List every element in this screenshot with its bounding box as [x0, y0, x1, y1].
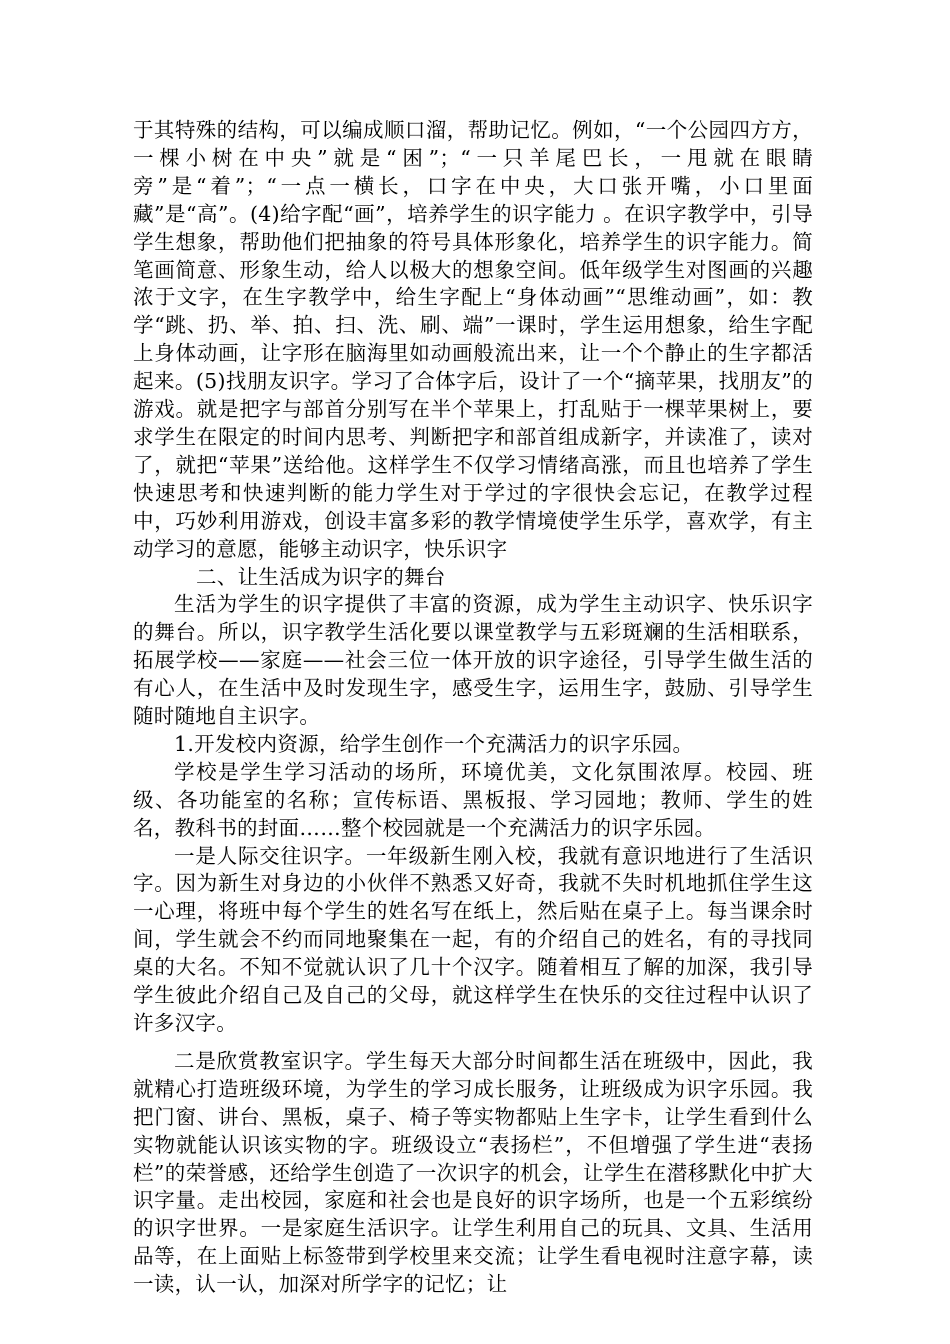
paragraph-interpersonal: 一是人际交往识字。一年级新生刚入校，我就有意识地进行了生活识字。因为新生对身边的小伙伴不熟悉又好奇，我就不失时机地抓住学生这一心理，将班中每个学生的姓名写在纸上，然后贴在桌子上。每当课余时间，学生就会不约而同地聚集在一起，有的介绍自己的姓名，有的寻找同桌的大名。不知不觉就认识了几十个汉字。随着相互了解的加深，我引导学生彼此介绍自己及自己的父母，就这样学生在快乐的交往过程中认识了许多汉字。 [133, 843, 813, 1035]
paragraph-intro: 生活为学生的识字提供了丰富的资源，成为学生主动识字、快乐识字的舞台。所以，识字教学生活化要以课堂教学与五彩斑斓的生活相联系，拓展学校——家庭——社会三位一体开放的识字途径，引导学生做生活的有心人，在生活中及时发现生字，感受生字，运用生字，鼓励、引导学生随时随地自主识字。 [133, 592, 813, 729]
paragraph-campus: 学校是学生学习活动的场所，环境优美，文化氛围浓厚。校园、班级、各功能室的名称；宣传标语、黑板报、学习园地；教师、学生的姓名，教科书的封面……整个校园就是一个充满活力的识字乐园。 [133, 759, 813, 840]
document-page [133, 117, 813, 1299]
subsection-heading: 1.开发校内资源，给学生创作一个充满活力的识字乐园。 [174, 731, 694, 756]
section-heading: 二、让生活成为识字的舞台 [196, 564, 446, 589]
paragraph-classroom: 二是欣赏教室识字。学生每天大部分时间都生活在班级中，因此，我就精心打造班级环境，为学生的学习成长服务，让班级成为识字乐园。我把门窗、讲台、黑板，桌子、椅子等实物都贴上生字卡，让学生看到什么实物就能认识该实物的字。班级设立“表扬栏”，不但增强了学生进“表扬栏”的荣誉感，还给学生创造了一次识字的机会，让学生在潜移默化中扩大识字量。走出校园，家庭和社会也是良好的识字场所，也是一个五彩缤纷的识字世界。一是家庭生活识字。让学生利用自己的玩具、文具、生活用品等，在上面贴上标签带到学校里来交流；让学生看电视时注意字幕，读一读，认一认，加深对所学字的记忆；让 [133, 1048, 813, 1297]
paragraph-continuation: 于其特殊的结构，可以编成顺口溜，帮助记忆。例如，“一个公园四方方，一棵小树在中央”就是“困”；“一只羊尾巴长，一甩就在眼睛旁”是“着”；“一点一横长，口字在中央，大口张开嘴，小口里面藏”是“高”。(4)给字配“画”，培养学生的识字能力 。在识字教学中，引导学生想象，帮助他们把抽象的符号具体形象化，培养学生的识字能力。简笔画简意、形象生动，给人以极大的想象空间。低年级学生对图画的兴趣浓于文字，在生字教学中，给生字配上“身体动画”“思维动画”，如：教学“跳、扔、举、拍、扫、洗、刷、端”一课时，学生运用想象，给生字配上身体动画，让字形在脑海里如动画般流出来，让一个个静止的生字都活起来。(5)找朋友识字。学习了合体字后，设计了一个“摘苹果，找朋友”的游戏。就是把字与部首分别写在半个苹果上，打乱贴于一棵苹果树上，要求学生在限定的时间内思考、判断把字和部首组成新字，并读准了，读对了，就把“苹果”送给他。这样学生不仅学习情绪高涨，而且也培养了学生快速思考和快速判断的能力学生对于学过的字很快会忘记，在教学过程中，巧妙利用游戏，创设丰富多彩的教学情境使学生乐学，喜欢学，有主动学习的意愿，能够主动识字，快乐识字 [133, 118, 813, 561]
